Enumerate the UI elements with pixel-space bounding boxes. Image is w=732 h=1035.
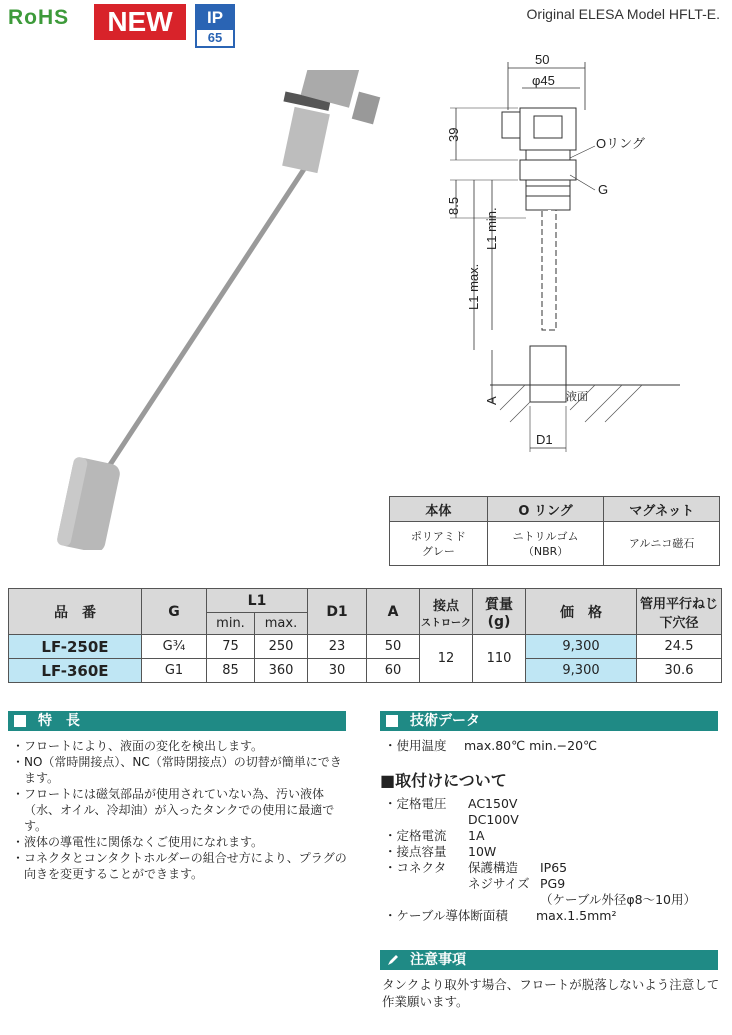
section-square-icon [386,715,398,727]
header-mass: 質量 (g) [473,589,526,635]
label-liquid-level: 液面 [566,391,588,403]
header-thread: 管用平行ねじ 下穴径 [637,589,722,635]
cell-mass: 110 [473,635,526,683]
new-badge: NEW [94,4,186,40]
product-photo [30,70,390,550]
cell-max: 250 [255,635,308,659]
mat-magnet: アルニコ磁石 [604,522,720,566]
cell-price: 9,300 [526,635,637,659]
threaded-body [282,107,330,173]
cell-part: LF-360E [9,659,142,683]
drawing-float [530,346,566,402]
header-a: A [367,589,420,635]
cell-a: 60 [367,659,420,683]
tech-header: 技術データ [380,711,718,731]
ip65-badge [195,4,235,48]
cell-part: LF-250E [9,635,142,659]
header-stroke: 接点 ストローク [420,589,473,635]
material-table [389,496,720,566]
table-row [9,635,722,659]
dim-phi45: φ45 [532,73,555,88]
cell-thread: 30.6 [637,659,722,683]
notes-text: タンクより取外す場合、フロートが脱落しないよう注意して作業願います。 [382,977,720,1009]
ip-label: IP [197,6,233,30]
tech-temp: ・使用温度 max.80℃ min.−20℃ [384,738,598,753]
list-item: ・フロートには磁気部品が使用されていない為、汚い液体（水、オイル、冷却油）が入ったタンクでの使用に最適です。 [12,787,335,833]
mat-header-magnet: マグネット [604,497,720,522]
dim-a: A [484,396,499,405]
section-square-icon [14,715,26,727]
header-l1-max: max. [255,613,308,635]
cell-stroke: 12 [420,635,473,683]
cell-a: 50 [367,635,420,659]
cell-d1: 30 [308,659,367,683]
drawing-connector [520,108,576,150]
cell-min: 85 [207,659,255,683]
dim-50: 50 [535,52,550,67]
list-item: ・NO（常時開接点）、NC（常時閉接点）の切替が簡単にできます。 [12,755,342,785]
pen-icon [386,953,400,967]
label-g: G [598,182,609,197]
cable-gland [352,92,380,125]
header-part-no: 品 番 [9,589,142,635]
model-reference: Original ELESA Model HFLT-E. [526,6,720,22]
cell-thread: 24.5 [637,635,722,659]
features-header: 特 長 [8,711,346,731]
mat-oring: ニトリルゴム （NBR） [487,522,603,566]
header-price: 価 格 [526,589,637,635]
rohs-logo: RoHS [8,6,70,29]
header-d1: D1 [308,589,367,635]
list-item: ・液体の導電性に関係なくご使用になれます。 [12,835,264,849]
mounting-title: ■取付けについて [380,771,507,790]
dim-39: 39 [446,127,461,142]
cell-max: 360 [255,659,308,683]
ip-rating: 65 [207,30,223,45]
cell-min: 75 [207,635,255,659]
list-item: ・コネクタとコンタクトホルダーの組合せ方により、プラグの向きを変更することができます。 [12,851,347,881]
dim-l1max: L1 max. [466,263,481,310]
float-rod [100,160,310,480]
mat-body: ポリアミド グレー [390,522,488,566]
technical-drawing [430,50,730,460]
table-row [9,659,722,683]
float-body [56,456,122,550]
header-g: G [142,589,207,635]
cell-price: 9,300 [526,659,637,683]
mat-header-body: 本体 [390,497,488,522]
dim-l1min: L1 min. [484,207,499,250]
cell-g: G¾ [142,635,207,659]
features-list [12,738,350,882]
cell-g: G1 [142,659,207,683]
dim-8-5: 8.5 [446,196,461,215]
list-item: ・フロートにより、液面の変化を検出します。 [12,739,264,753]
mat-header-oring: O リング [487,497,603,522]
cell-d1: 23 [308,635,367,659]
header-l1: L1 [207,589,308,613]
header-l1-min: min. [207,613,255,635]
mounting-specs: ・定格電圧 AC150V DC100V ・定格電流 1A ・接点容量 10W ・コネクタ 保護構造 IP65 ネジサイズ PG9 （ケーブル外径φ8〜10用） ・ケーブル導体断面積 max.1.5mm² [384,796,696,923]
spec-table [8,588,722,683]
notes-header: 注意事項 [380,950,718,970]
dim-d1: D1 [536,432,553,447]
label-oring: Oリング [596,136,645,151]
drawing-rod [542,210,556,330]
